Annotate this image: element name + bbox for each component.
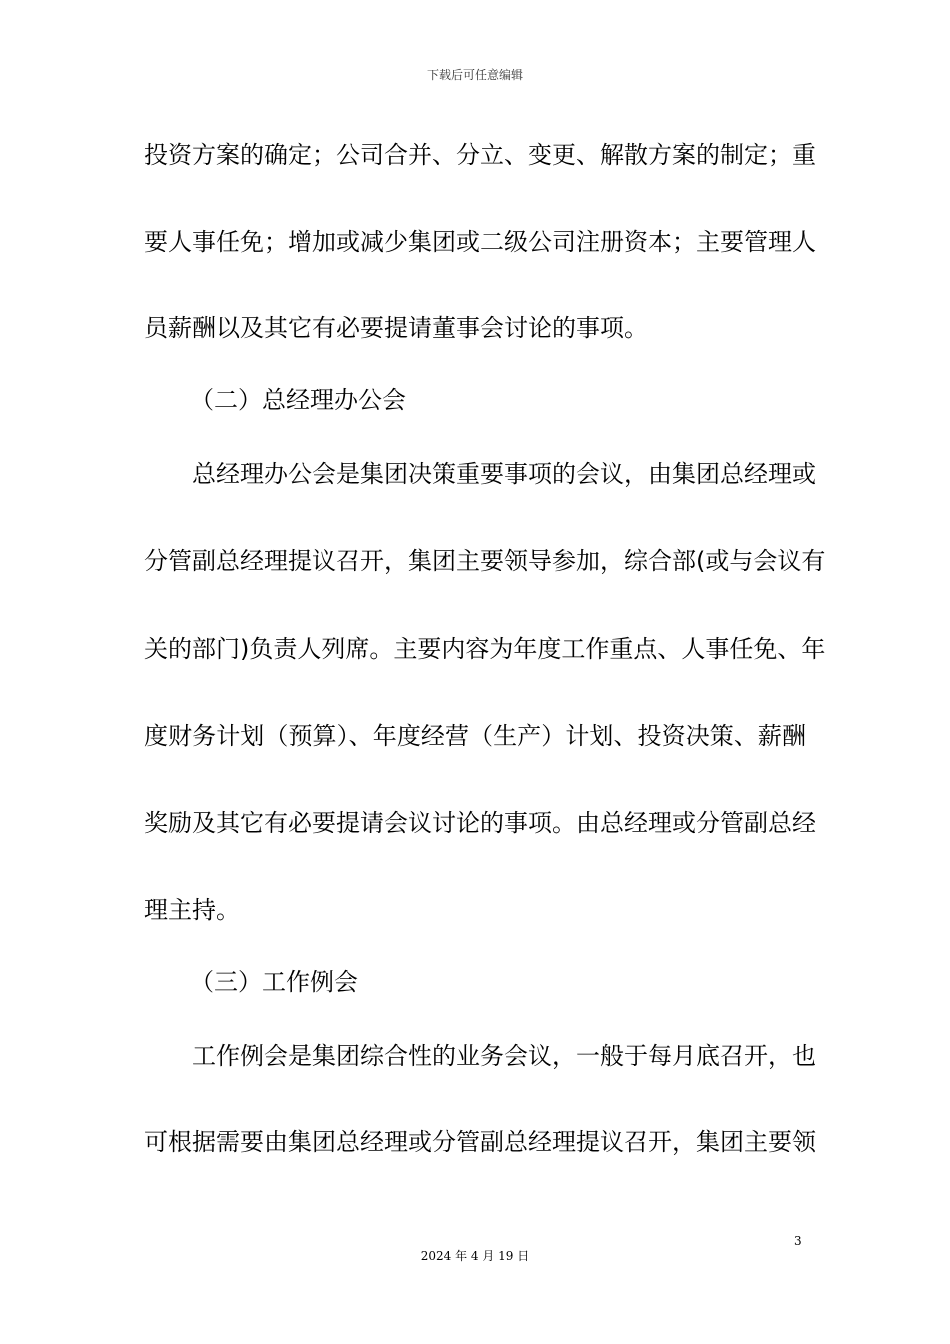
header-note: 下载后可任意编辑 xyxy=(426,68,523,82)
body-line: 投资方案的确定；公司合并、分立、变更、解散方案的制定；重 xyxy=(144,141,816,169)
body-line: 理主持。 xyxy=(144,896,240,924)
body-line: 可根据需要由集团总经理或分管副总经理提议召开，集团主要领 xyxy=(144,1128,816,1156)
page-number: 3 xyxy=(794,1234,802,1248)
body-line: 要人事任免；增加或减少集团或二级公司注册资本；主要管理人 xyxy=(144,228,816,256)
body-line: 工作例会是集团综合性的业务会议，一般于每月底召开，也 xyxy=(192,1042,816,1070)
body-line: 度财务计划（预算）、年度经营（生产）计划、投资决策、薪酬 xyxy=(144,722,806,750)
body-line: 分管副总经理提议召开，集团主要领导参加，综合部(或与会议有 xyxy=(144,547,826,575)
body-line: 员薪酬以及其它有必要提请董事会讨论的事项。 xyxy=(144,314,648,342)
section-heading: （三）工作例会 xyxy=(190,968,358,996)
body-line: 关的部门)负责人列席。主要内容为年度工作重点、人事任免、年 xyxy=(144,635,826,663)
section-heading: （二）总经理办公会 xyxy=(190,386,406,414)
body-line: 奖励及其它有必要提请会议讨论的事项。由总经理或分管副总经 xyxy=(144,809,816,837)
footer-date: 2024 年 4 月 19 日 xyxy=(420,1249,530,1263)
body-line: 总经理办公会是集团决策重要事项的会议，由集团总经理或 xyxy=(192,460,816,488)
